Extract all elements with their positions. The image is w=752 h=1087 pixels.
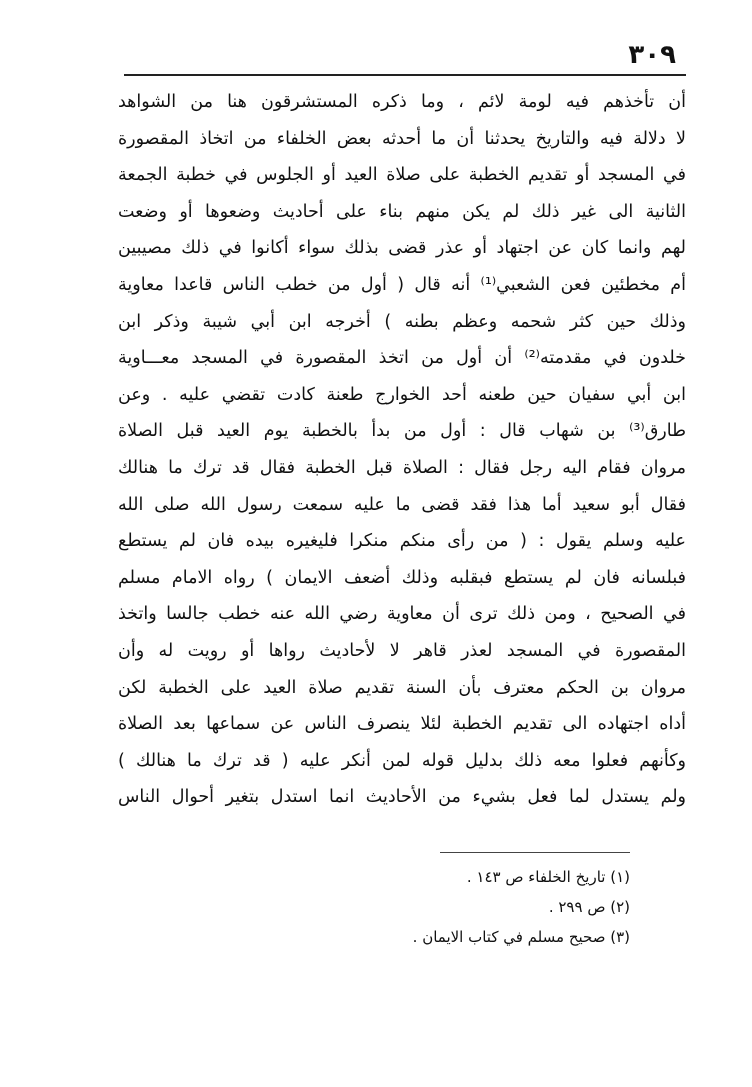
footnote-3: (٣) صحيح مسلم في كتاب الايمان .: [412, 928, 630, 946]
text-line: المقصورة في المسجد لعذر قاهر لا لأحاديث رواها أو رويت له وأن: [118, 640, 686, 661]
body-text: [118, 84, 686, 816]
text-line: مروان بن الحكم معترف بأن السنة تقديم صلاة العيد على الخطبة لكن: [118, 677, 686, 698]
text-line: وكأنهم فعلوا معه ذلك بدليل قوله لمن أنكر عليه ( قد ترك ما هنالك ): [118, 750, 686, 771]
text-line: أن تأخذهم فيه لومة لائم ، وما ذكره المستشرقون هنا من الشواهد: [118, 92, 686, 112]
text-line: لهم وانما كان عن اجتهاد أو عذر قضى بذلك سواء أكانوا في ذلك مصيبين: [118, 238, 686, 259]
text-line: أم مخطئين فعن الشعبي⁽¹⁾ أنه قال ( أول من خطب الناس قاعدا معاوية: [118, 274, 686, 295]
text-line: ولم يستدل لما فعل بشيء من الأحاديث انما استدل بتغير أحوال الناس: [118, 787, 686, 808]
text-line: الثانية الى غير ذلك لم يكن منهم بناء على أحاديث وضعوها أو وضعت: [118, 201, 686, 222]
header-rule: [124, 74, 686, 76]
text-line: فقال أبو سعيد أما هذا فقد قضى ما عليه سمعت رسول الله صلى الله: [118, 494, 686, 515]
footnote-rule: [440, 852, 630, 853]
page-number: ٣٠٩: [628, 40, 676, 70]
footnote-2: (٢) ص ٢٩٩ .: [548, 898, 630, 916]
footnotes: [300, 862, 630, 952]
text-line: فبلسانه فان لم يستطع فبقلبه وذلك أضعف الايمان ) رواه الامام مسلم: [118, 567, 686, 588]
text-line: في المسجد أو تقديم الخطبة على صلاة العيد أو الجلوس في خطبة الجمعة: [118, 165, 686, 186]
text-line: مروان فقام اليه رجل فقال : الصلاة قبل الخطبة فقال قد ترك ما هنالك: [118, 457, 686, 478]
footnote-1: (١) تاريخ الخلفاء ص ١٤٣ .: [466, 868, 630, 886]
text-line: أداه اجتهاده الى تقديم الخطبة لئلا ينصرف الناس عن سماعها بعد الصلاة: [118, 714, 686, 735]
text-line: خلدون في مقدمته⁽²⁾ أن أول من اتخذ المقصورة في المسجد معـــاوية: [118, 348, 686, 369]
text-line: وذلك حين كثر شحمه وعظم بطنه ) أخرجه ابن أبي شيبة وذكر ابن: [118, 311, 686, 332]
text-line: عليه وسلم يقول : ( من رأى منكم منكرا فليغيره بيده فان لم يستطع: [118, 531, 686, 552]
text-line: لا دلالة فيه والتاريخ يحدثنا أن ما أحدثه بعض الخلفاء من اتخاذ المقصورة: [118, 128, 686, 149]
text-line: طارق⁽³⁾ بن شهاب قال : أول من بدأ بالخطبة يوم العيد قبل الصلاة: [118, 421, 686, 442]
text-line: في الصحيح ، ومن ذلك ترى أن معاوية رضي الله عنه خطب جالسا واتخذ: [118, 604, 686, 625]
text-line: ابن أبي سفيان حين طعنه أحد الخوارج طعنة كادت تقضي عليه . وعن: [118, 384, 686, 405]
